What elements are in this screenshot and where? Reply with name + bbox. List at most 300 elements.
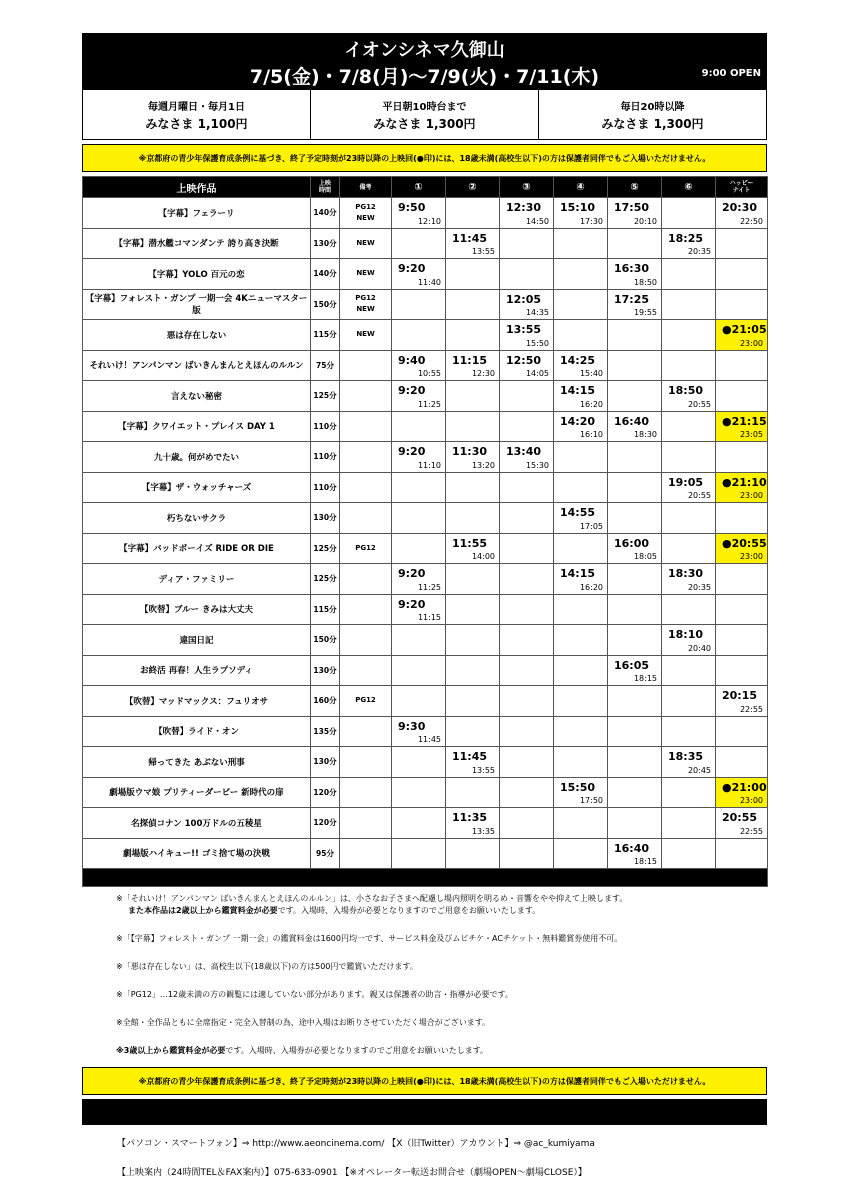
movie-notes	[340, 228, 392, 259]
start-time: 9:20	[398, 567, 426, 580]
end-time: 13:20	[471, 460, 495, 470]
showtime-screen-2	[446, 625, 500, 656]
showtime-screen-4	[554, 320, 608, 351]
showtime-screen-1	[392, 655, 446, 686]
movie-notes	[340, 838, 392, 869]
showtime-screen-1	[392, 594, 446, 625]
start-time: 12:50	[506, 353, 542, 367]
start-time: 18:25	[668, 231, 704, 245]
movie-duration: 120分	[311, 808, 340, 839]
showtime-screen-6	[662, 411, 716, 442]
table-row	[83, 472, 768, 503]
end-time: 11:40	[417, 277, 441, 287]
movie-duration: 75分	[311, 350, 340, 381]
showtime-screen-6	[662, 747, 716, 778]
end-time: 15:40	[579, 369, 603, 378]
showtime-screen-4	[554, 686, 608, 717]
showtime-screen-4	[554, 289, 608, 320]
end-time: 14:35	[525, 308, 549, 317]
col-screen-6: ⑥	[662, 177, 716, 198]
showtime-screen-6	[662, 838, 716, 869]
showtime-screen-3	[500, 533, 554, 564]
table-row	[83, 808, 768, 839]
showtime-screen-2	[446, 259, 500, 290]
showtime-screen-7	[716, 198, 768, 229]
showtime-screen-1	[392, 686, 446, 717]
end-time: 20:55	[687, 399, 711, 409]
note-badge: NEW	[356, 238, 375, 247]
start-time: 18:50	[668, 384, 704, 397]
showtime-screen-6	[662, 259, 716, 290]
showtime-screen-3	[500, 442, 554, 473]
showtime-screen-3	[500, 259, 554, 290]
showtime-screen-5	[608, 564, 662, 595]
movie-notes	[340, 777, 392, 808]
end-time: 18:05	[633, 552, 657, 561]
note-badge: NEW	[356, 213, 375, 222]
end-time: 12:10	[417, 216, 441, 226]
showtime-screen-4	[554, 411, 608, 442]
col-screen-2: ②	[446, 177, 500, 198]
end-time: 11:25	[417, 399, 441, 409]
start-time: 15:10	[560, 201, 596, 214]
showtime-screen-5	[608, 228, 662, 259]
showtime-screen-7	[716, 808, 768, 839]
end-time: 16:20	[579, 582, 603, 592]
start-time: 16:40	[614, 841, 650, 855]
showtime-screen-5	[608, 625, 662, 656]
start-time: 18:10	[668, 628, 704, 641]
bottom-black-bar	[82, 1099, 767, 1125]
movie-duration: 110分	[311, 442, 340, 473]
showtime-screen-3	[500, 289, 554, 320]
table-row	[83, 838, 768, 869]
price-amount: みなさま 1,100円	[145, 116, 248, 131]
table-row	[83, 655, 768, 686]
note-reserved-seats: ※全館・全作品ともに全席指定・完全入替制の為、途中入場はお断りさせていただく場合がございます。	[116, 1018, 491, 1027]
price-table	[82, 90, 767, 140]
col-screen-1: ①	[392, 177, 446, 198]
showtime-screen-5	[608, 716, 662, 747]
showtime-screen-7	[716, 564, 768, 595]
movie-duration: 125分	[311, 564, 340, 595]
end-time: 22:55	[739, 826, 763, 836]
start-time: 14:20	[560, 414, 596, 428]
table-footer-bar	[83, 869, 768, 887]
showtime-screen-4	[554, 259, 608, 290]
col-screen-3: ③	[500, 177, 554, 198]
showtime-screen-7	[716, 503, 768, 534]
showtime-screen-6	[662, 289, 716, 320]
end-time: 18:50	[633, 277, 657, 287]
end-time: 13:55	[471, 247, 495, 256]
showtime-screen-3	[500, 350, 554, 381]
price-amount: みなさま 1,300円	[373, 116, 476, 131]
showtime-screen-7	[716, 655, 768, 686]
start-time: 11:45	[452, 231, 488, 245]
end-time: 23:00	[739, 491, 763, 500]
table-row	[83, 777, 768, 808]
movie-title: 【字幕】潜水艦コマンダンテ 誇り高き決断	[83, 228, 311, 259]
start-time: 14:15	[560, 567, 596, 580]
start-time: 16:05	[614, 658, 650, 672]
showtime-screen-6	[662, 442, 716, 473]
showtime-screen-2	[446, 808, 500, 839]
start-time: 15:50	[560, 780, 596, 794]
movie-title: ディア・ファミリー	[83, 564, 311, 595]
showtime-screen-6	[662, 533, 716, 564]
showtime-screen-6	[662, 655, 716, 686]
end-time: 18:15	[633, 857, 657, 866]
end-time: 20:45	[687, 765, 711, 775]
movie-notes	[340, 716, 392, 747]
showtime-screen-2	[446, 411, 500, 442]
showtime-screen-7	[716, 686, 768, 717]
showtime-screen-6	[662, 686, 716, 717]
start-time: 12:05	[506, 292, 542, 306]
showtime-screen-7	[716, 411, 768, 442]
start-time: 14:25	[560, 353, 596, 367]
table-row	[83, 411, 768, 442]
showtime-screen-6	[662, 503, 716, 534]
showtime-screen-7	[716, 716, 768, 747]
movie-duration: 125分	[311, 533, 340, 564]
showtime-screen-5	[608, 411, 662, 442]
end-time: 16:20	[579, 399, 603, 409]
showtime-screen-7	[716, 259, 768, 290]
start-time: 11:35	[452, 811, 488, 824]
price-cell	[538, 90, 766, 139]
showtime-screen-4	[554, 350, 608, 381]
end-time: 18:15	[633, 674, 657, 683]
showtime-screen-7	[716, 838, 768, 869]
schedule-rows	[83, 198, 768, 869]
showtime-screen-7	[716, 228, 768, 259]
movie-notes	[340, 747, 392, 778]
start-time: 9:20	[398, 597, 426, 611]
start-time: 17:25	[614, 292, 650, 306]
note-badge: PG12	[355, 696, 376, 705]
note-badge: PG12	[355, 294, 376, 303]
table-row	[83, 320, 768, 351]
showtime-screen-4	[554, 198, 608, 229]
showtime-screen-5	[608, 320, 662, 351]
showtime-screen-4	[554, 472, 608, 503]
showtime-screen-7	[716, 289, 768, 320]
movie-notes	[340, 655, 392, 686]
movie-notes	[340, 320, 392, 351]
start-time: 14:55	[560, 506, 596, 519]
table-row	[83, 564, 768, 595]
note-badge: NEW	[356, 330, 375, 339]
movie-title: 帰ってきた あぶない刑事	[83, 747, 311, 778]
table-row	[83, 747, 768, 778]
col-title: 上映作品	[83, 177, 311, 198]
showtime-screen-7	[716, 381, 768, 412]
showtime-screen-7	[716, 320, 768, 351]
start-time: 11:55	[452, 536, 488, 550]
showtime-screen-4	[554, 503, 608, 534]
start-time: 12:30	[506, 201, 542, 214]
footer-web-info: 【パソコン・スマートフォン】⇒ http://www.aeoncinema.com/ 【X（旧Twitter）アカウント】⇒ @ac_kumiyama	[117, 1139, 595, 1149]
showtime-screen-2	[446, 838, 500, 869]
showtime-screen-3	[500, 747, 554, 778]
showtime-screen-3	[500, 716, 554, 747]
note-badge: PG12	[355, 543, 376, 552]
movie-title: 【字幕】クワイエット・プレイス DAY 1	[83, 411, 311, 442]
table-row	[83, 289, 768, 320]
movie-title: 【吹替】ライド・オン	[83, 716, 311, 747]
movie-title: 【吹替】マッドマックス：フュリオサ	[83, 686, 311, 717]
showtime-screen-2	[446, 594, 500, 625]
showtime-screen-3	[500, 777, 554, 808]
movie-duration: 140分	[311, 198, 340, 229]
end-time: 19:55	[633, 308, 657, 317]
price-condition: 平日朝10時台まで	[382, 101, 467, 113]
movie-title: 【字幕】フォレスト・ガンプ 一期一会 4Kニューマスター版	[83, 289, 311, 320]
showtime-screen-2	[446, 381, 500, 412]
showtime-screen-1	[392, 350, 446, 381]
end-time: 13:55	[471, 765, 495, 775]
start-time: ●21:15	[722, 414, 767, 428]
movie-notes	[340, 533, 392, 564]
showtime-screen-2	[446, 320, 500, 351]
showtime-screen-4	[554, 716, 608, 747]
start-time: 16:30	[614, 262, 650, 275]
movie-title: 違国日記	[83, 625, 311, 656]
showtime-screen-2	[446, 228, 500, 259]
movie-title: 朽ちないサクラ	[83, 503, 311, 534]
end-time: 22:50	[739, 216, 763, 226]
table-row	[83, 533, 768, 564]
showtime-screen-7	[716, 472, 768, 503]
start-time: 11:45	[452, 750, 488, 763]
movie-duration: 130分	[311, 228, 340, 259]
col-screen-4: ④	[554, 177, 608, 198]
showtime-screen-6	[662, 350, 716, 381]
start-time: 9:20	[398, 445, 426, 458]
movie-title: 劇場版ウマ娘 プリティーダービー 新時代の扉	[83, 777, 311, 808]
showtime-screen-5	[608, 655, 662, 686]
showtime-screen-6	[662, 716, 716, 747]
start-time: 20:55	[722, 811, 758, 824]
start-time: 9:40	[398, 353, 426, 367]
showtime-screen-2	[446, 747, 500, 778]
showtime-screen-4	[554, 747, 608, 778]
note-badge: NEW	[356, 269, 375, 278]
open-time: 9:00 OPEN	[701, 68, 761, 79]
showtime-screen-3	[500, 838, 554, 869]
col-duration: 上映 時間	[311, 177, 340, 198]
movie-notes	[340, 289, 392, 320]
showtime-screen-2	[446, 564, 500, 595]
start-time: 9:30	[398, 719, 426, 733]
showtime-screen-1	[392, 381, 446, 412]
footer	[82, 1137, 767, 1180]
movie-title: 九十歳。何がめでたい	[83, 442, 311, 473]
movie-duration: 130分	[311, 503, 340, 534]
showtime-screen-1	[392, 198, 446, 229]
movie-notes	[340, 411, 392, 442]
note-badge: PG12	[355, 202, 376, 211]
showtime-screen-3	[500, 320, 554, 351]
footer-phone-info: 【上映案内（24時間TEL＆FAX案内）】075-633-0901 【※オペレーター転送お問合せ（劇場OPEN～劇場CLOSE）】	[117, 1168, 587, 1178]
showtime-screen-6	[662, 625, 716, 656]
showtime-screen-4	[554, 808, 608, 839]
showtime-screen-1	[392, 838, 446, 869]
movie-title: 言えない秘密	[83, 381, 311, 412]
start-time: 19:05	[668, 475, 704, 489]
showtime-screen-1	[392, 777, 446, 808]
movie-title: 【吹替】ブルー きみは大丈夫	[83, 594, 311, 625]
movie-duration: 150分	[311, 289, 340, 320]
showtime-screen-1	[392, 716, 446, 747]
movie-duration: 130分	[311, 655, 340, 686]
movie-notes	[340, 442, 392, 473]
movie-title: 劇場版ハイキュー!! ゴミ捨て場の決戦	[83, 838, 311, 869]
showtime-screen-7	[716, 350, 768, 381]
showtime-screen-1	[392, 411, 446, 442]
showtime-screen-3	[500, 655, 554, 686]
showtime-screen-4	[554, 838, 608, 869]
movie-title: お終活 再春！人生ラプソディ	[83, 655, 311, 686]
end-time: 13:35	[471, 826, 495, 836]
note-anpanman-rest: です。入場時、入場券が必要となりますのでご用意をお願いいたします。	[277, 906, 541, 915]
movie-duration: 95分	[311, 838, 340, 869]
start-time: 20:15	[722, 689, 758, 702]
showtime-screen-7	[716, 533, 768, 564]
movie-duration: 125分	[311, 381, 340, 412]
showtime-screen-3	[500, 564, 554, 595]
showtime-screen-5	[608, 747, 662, 778]
start-time: 17:50	[614, 201, 650, 214]
age-restriction-notice-bottom: ※京都府の青少年保護育成条例に基づき、終了予定時刻が23時以降の上映回(●印)には、18歳未満(高校生以下)の方は保護者同伴でもご入場いただけません。	[82, 1067, 767, 1095]
showtime-screen-1	[392, 564, 446, 595]
movie-duration: 115分	[311, 594, 340, 625]
showtime-screen-2	[446, 289, 500, 320]
showtime-screen-3	[500, 503, 554, 534]
start-time: ●21:10	[722, 475, 767, 489]
showtime-screen-3	[500, 198, 554, 229]
showtime-screen-3	[500, 594, 554, 625]
showtime-screen-2	[446, 442, 500, 473]
showtime-screen-4	[554, 655, 608, 686]
end-time: 16:10	[579, 430, 603, 439]
start-time: ●20:55	[722, 536, 767, 550]
showtime-screen-1	[392, 320, 446, 351]
showtime-screen-2	[446, 472, 500, 503]
price-cell	[310, 90, 538, 139]
showtime-screen-4	[554, 533, 608, 564]
note-forrest-gump: ※「【字幕】フォレスト・ガンプ 一期一会」の鑑賞料金は1600円均一です、サービス料金及びムビチケ・ACチケット・無料鑑賞券使用不可。	[116, 934, 623, 943]
showtime-screen-1	[392, 808, 446, 839]
showtime-screen-5	[608, 350, 662, 381]
end-time: 10:55	[417, 369, 441, 378]
showtime-screen-7	[716, 747, 768, 778]
movie-notes	[340, 503, 392, 534]
showtime-screen-5	[608, 503, 662, 534]
end-time: 20:35	[687, 582, 711, 592]
end-time: 11:15	[417, 613, 441, 622]
showtime-screen-1	[392, 289, 446, 320]
showtime-screen-5	[608, 472, 662, 503]
end-time: 20:10	[633, 216, 657, 226]
movie-title: 【字幕】フェラーリ	[83, 198, 311, 229]
showtime-screen-4	[554, 228, 608, 259]
showtime-screen-3	[500, 808, 554, 839]
table-row	[83, 259, 768, 290]
note-age3-bold: ※3歳以上から鑑賞料金が必要	[116, 1046, 226, 1055]
end-time: 20:40	[687, 643, 711, 653]
end-time: 17:50	[579, 796, 603, 805]
showtime-screen-7	[716, 594, 768, 625]
table-row	[83, 350, 768, 381]
showtime-screen-2	[446, 686, 500, 717]
showtime-screen-1	[392, 503, 446, 534]
showtime-screen-2	[446, 198, 500, 229]
note-pg12: ※「PG12」…12歳未満の方の観覧には適していない部分があります。親又は保護者の助言・指導が必要です。	[116, 990, 513, 999]
end-time: 18:30	[633, 430, 657, 439]
showtime-screen-6	[662, 198, 716, 229]
movie-duration: 115分	[311, 320, 340, 351]
showtime-screen-5	[608, 838, 662, 869]
showtime-screen-3	[500, 686, 554, 717]
end-time: 23:00	[739, 552, 763, 561]
movie-notes	[340, 259, 392, 290]
col-happy-night: ハッピー ナイト	[716, 177, 768, 198]
theater-name: イオンシネマ久御山	[344, 40, 505, 61]
movie-duration: 110分	[311, 411, 340, 442]
movie-title: 【字幕】YOLO 百元の恋	[83, 259, 311, 290]
column-header-row	[83, 177, 768, 198]
showtime-screen-4	[554, 381, 608, 412]
end-time: 22:55	[739, 704, 763, 714]
age-restriction-notice: ※京都府の青少年保護育成条例に基づき、終了予定時刻が23時以降の上映回(●印)には、18歳未満(高校生以下)の方は保護者同伴でもご入場いただけません。	[82, 144, 767, 172]
showtime-screen-2	[446, 655, 500, 686]
price-amount: みなさま 1,300円	[601, 116, 704, 131]
start-time: 14:15	[560, 384, 596, 397]
start-time: 13:40	[506, 445, 542, 458]
end-time: 15:50	[525, 338, 549, 348]
table-row	[83, 716, 768, 747]
schedule-table	[82, 176, 768, 887]
start-time: ●21:05	[722, 323, 767, 336]
start-time: 9:20	[398, 384, 426, 397]
showtime-screen-1	[392, 625, 446, 656]
note-age3-rest: です。入場時、入場券が必要となりますのでご用意をお願いいたします。	[225, 1046, 489, 1055]
showtime-screen-1	[392, 472, 446, 503]
table-row	[83, 228, 768, 259]
showtime-screen-1	[392, 533, 446, 564]
end-time: 20:35	[687, 247, 711, 256]
movie-notes	[340, 594, 392, 625]
start-time: 9:20	[398, 262, 426, 275]
col-notes: 備考	[340, 177, 392, 198]
col-screen-5: ⑤	[608, 177, 662, 198]
showtime-screen-6	[662, 228, 716, 259]
table-row	[83, 381, 768, 412]
showtime-screen-3	[500, 381, 554, 412]
showtime-screen-6	[662, 564, 716, 595]
showtime-screen-6	[662, 381, 716, 412]
showtime-screen-5	[608, 808, 662, 839]
notes-section	[82, 893, 767, 1057]
showtime-screen-4	[554, 625, 608, 656]
movie-notes	[340, 350, 392, 381]
showtime-screen-5	[608, 686, 662, 717]
showtime-screen-1	[392, 228, 446, 259]
start-time: 16:00	[614, 536, 650, 550]
